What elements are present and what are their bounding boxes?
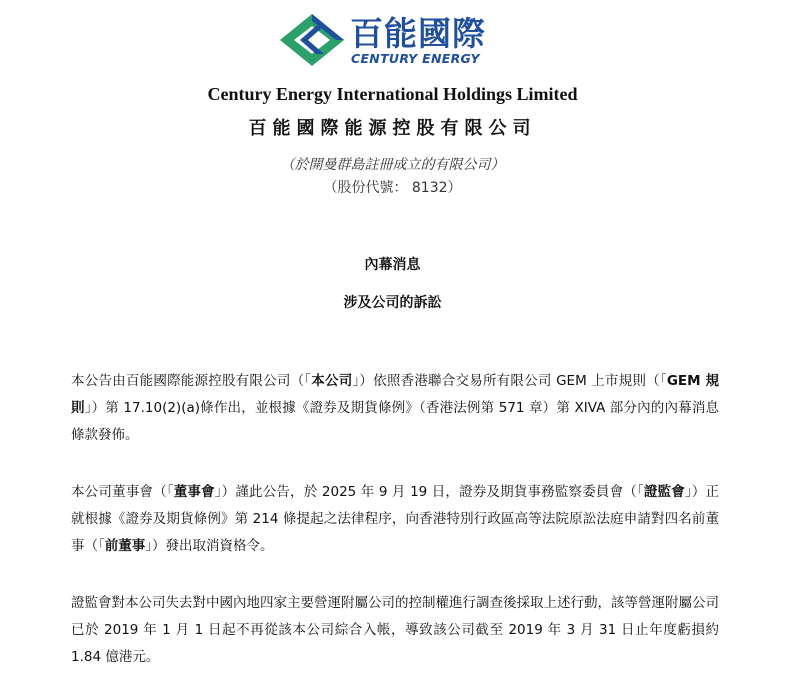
logo-emblem-icon bbox=[278, 12, 346, 68]
p2-text-2: 」）謹此公告，於 2025 年 9 月 19 日，證券及期貨事務監察委員會（「 bbox=[214, 484, 644, 500]
paragraph-1 bbox=[71, 368, 719, 449]
company-logo bbox=[278, 12, 510, 68]
p2-text-1: 本公司董事會（「 bbox=[71, 484, 174, 500]
p1-text-3: 」）第 17.10(2)(a)條作出，並根據《證券及期貨條例》（香港法例第 571 章）第 XIVA 部分內的內幕消息條款發佈。 bbox=[71, 400, 720, 443]
incorporation-note: （於開曼群島註冊成立的有限公司） bbox=[280, 157, 505, 173]
p1-text-2: 」）依照香港聯合交易所有限公司 GEM 上市規則（「 bbox=[352, 373, 667, 389]
stock-code: （股份代號： 8132） bbox=[323, 180, 462, 196]
p1-bold-company: 本公司 bbox=[311, 373, 353, 389]
p3-text-1: 證監會對本公司失去對中國內地四家主要營運附屬公司的控制權進行調查後採取上述行動，該等營運附屬公司已於 2019 年 1 月 1 日起不再從該本公司綜合入帳，導致該公司截至 2019 年 3 月 31 日止年度虧損約 1.84 億港元。 bbox=[71, 595, 719, 665]
logo-chinese-text: 百能國際 bbox=[350, 14, 486, 53]
announcement-subtitle: 涉及公司的訴訟 bbox=[343, 295, 442, 311]
company-name-english: Century Energy International Holdings Limited bbox=[207, 84, 578, 104]
p2-text-4: 」）發出取消資格令。 bbox=[145, 538, 274, 554]
p2-bold-board: 董事會 bbox=[173, 484, 215, 500]
p2-bold-sfc: 證監會 bbox=[643, 484, 685, 500]
p2-bold-former-directors: 前董事 bbox=[104, 538, 146, 554]
p1-text-1: 本公告由百能國際能源控股有限公司（「 bbox=[71, 373, 312, 389]
paragraph-2 bbox=[71, 479, 719, 560]
announcement-title: 內幕消息 bbox=[364, 257, 421, 273]
paragraph-3 bbox=[71, 590, 719, 671]
company-name-chinese: 百能國際能源控股有限公司 bbox=[248, 118, 537, 139]
logo-english-text: CENTURY ENERGY bbox=[351, 51, 480, 66]
p1-bold-gem-rules: GEM 規則 bbox=[71, 373, 719, 416]
p2-text-3: 」）正就根據《證券及期貨條例》第 214 條提起之法律程序，向香港特別行政區高等法院原訟法庭申請對四名前董事（「 bbox=[71, 484, 720, 554]
